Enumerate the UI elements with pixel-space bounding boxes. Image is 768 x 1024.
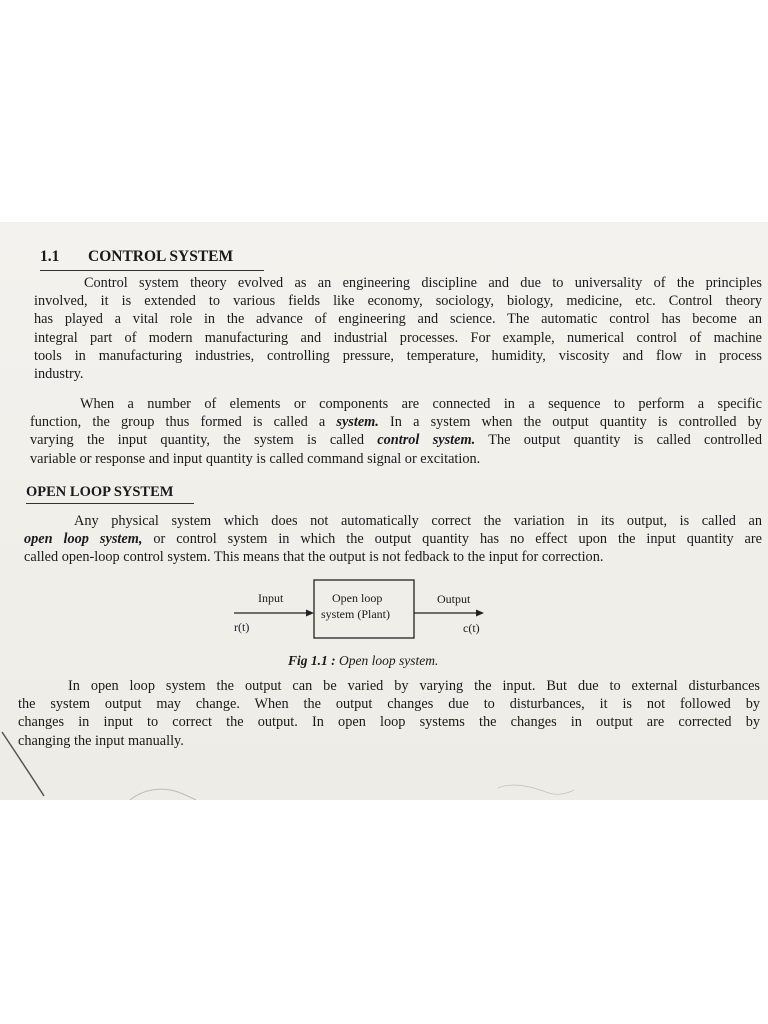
figure-caption — [288, 653, 438, 669]
paragraph-line: Any physical system which does not automatically correct the variation in its output, is called an — [74, 513, 762, 529]
paragraph-line: Control system theory evolved as an engineering discipline and due to universality of the principles — [84, 275, 762, 291]
subsection-heading: OPEN LOOP SYSTEM — [26, 484, 174, 500]
paragraph-line: industry. — [34, 366, 84, 383]
text-run: The output quantity is called controlled — [475, 432, 762, 449]
paragraph-line: the system output may change. When the output changes due to disturbances, it is not followed by — [18, 696, 760, 713]
output-label: Output — [437, 592, 471, 606]
text-run: varying the input quantity, the system is called — [30, 432, 378, 449]
emphasis-open-loop-system: open loop system, — [24, 531, 143, 548]
paragraph-line: has played a vital role in the advance of engineering and science. The automatic control has become an — [34, 311, 762, 328]
paragraph-intro — [34, 274, 762, 383]
paragraph-line: integral part of modern manufacturing and industrial processes. For example, numerical control of machine — [34, 329, 762, 346]
paragraph-line: When a number of elements or components are connected in a sequence to perform a specific — [80, 396, 762, 412]
section-number: 1.1 — [40, 248, 60, 265]
text-run: function, the group thus formed is called a — [30, 414, 337, 431]
input-arrowhead — [306, 610, 314, 617]
input-label: Input — [258, 591, 284, 605]
section-heading — [40, 248, 233, 266]
paragraph-line: tools in manufacturing industries, controlling pressure, temperature, humidity, viscosity and flow in process — [34, 347, 762, 364]
subsection-heading-underline — [26, 503, 194, 504]
paragraph-line: changing the input manually. — [18, 732, 184, 749]
figure-number: Fig 1.1 : — [288, 653, 336, 668]
paragraph-open-loop-behaviour — [18, 677, 760, 750]
paragraph-line: In open loop system the output can be varied by varying the input. But due to external disturbances — [68, 678, 760, 694]
paragraph-open-loop-definition — [24, 512, 762, 567]
output-signal-label: c(t) — [463, 621, 480, 635]
text-run: or control system in which the output quantity has no effect upon the input quantity are — [142, 531, 762, 548]
input-signal-label: r(t) — [234, 620, 250, 634]
open-loop-block-diagram — [226, 577, 496, 647]
text-run: In a system when the output quantity is controlled by — [378, 414, 762, 431]
paragraph-line — [24, 530, 762, 548]
paragraph-line: involved, it is extended to various fields like economy, sociology, biology, medicine, etc. Control theory — [34, 293, 762, 310]
paragraph-system-definition — [30, 395, 762, 468]
emphasis-control-system: control system. — [377, 432, 476, 449]
scanned-page — [0, 222, 768, 800]
paragraph-line — [30, 431, 762, 449]
figure-caption-text: Open loop system. — [335, 653, 439, 668]
paragraph-line: changes in input to correct the output. In open loop systems the changes in output are corrected by — [18, 714, 760, 731]
emphasis-system: system. — [336, 414, 379, 431]
section-heading-underline — [40, 270, 264, 271]
section-title: CONTROL SYSTEM — [88, 248, 234, 265]
output-arrowhead — [476, 610, 484, 617]
plant-block-label-line1: Open loop — [332, 591, 383, 605]
paragraph-line: called open-loop control system. This means that the output is not fedback to the input for correction. — [24, 549, 604, 566]
plant-block-label-line2: system (Plant) — [321, 607, 390, 621]
paragraph-line — [30, 413, 762, 431]
paragraph-line: variable or response and input quantity is called command signal or excitation. — [30, 450, 481, 467]
